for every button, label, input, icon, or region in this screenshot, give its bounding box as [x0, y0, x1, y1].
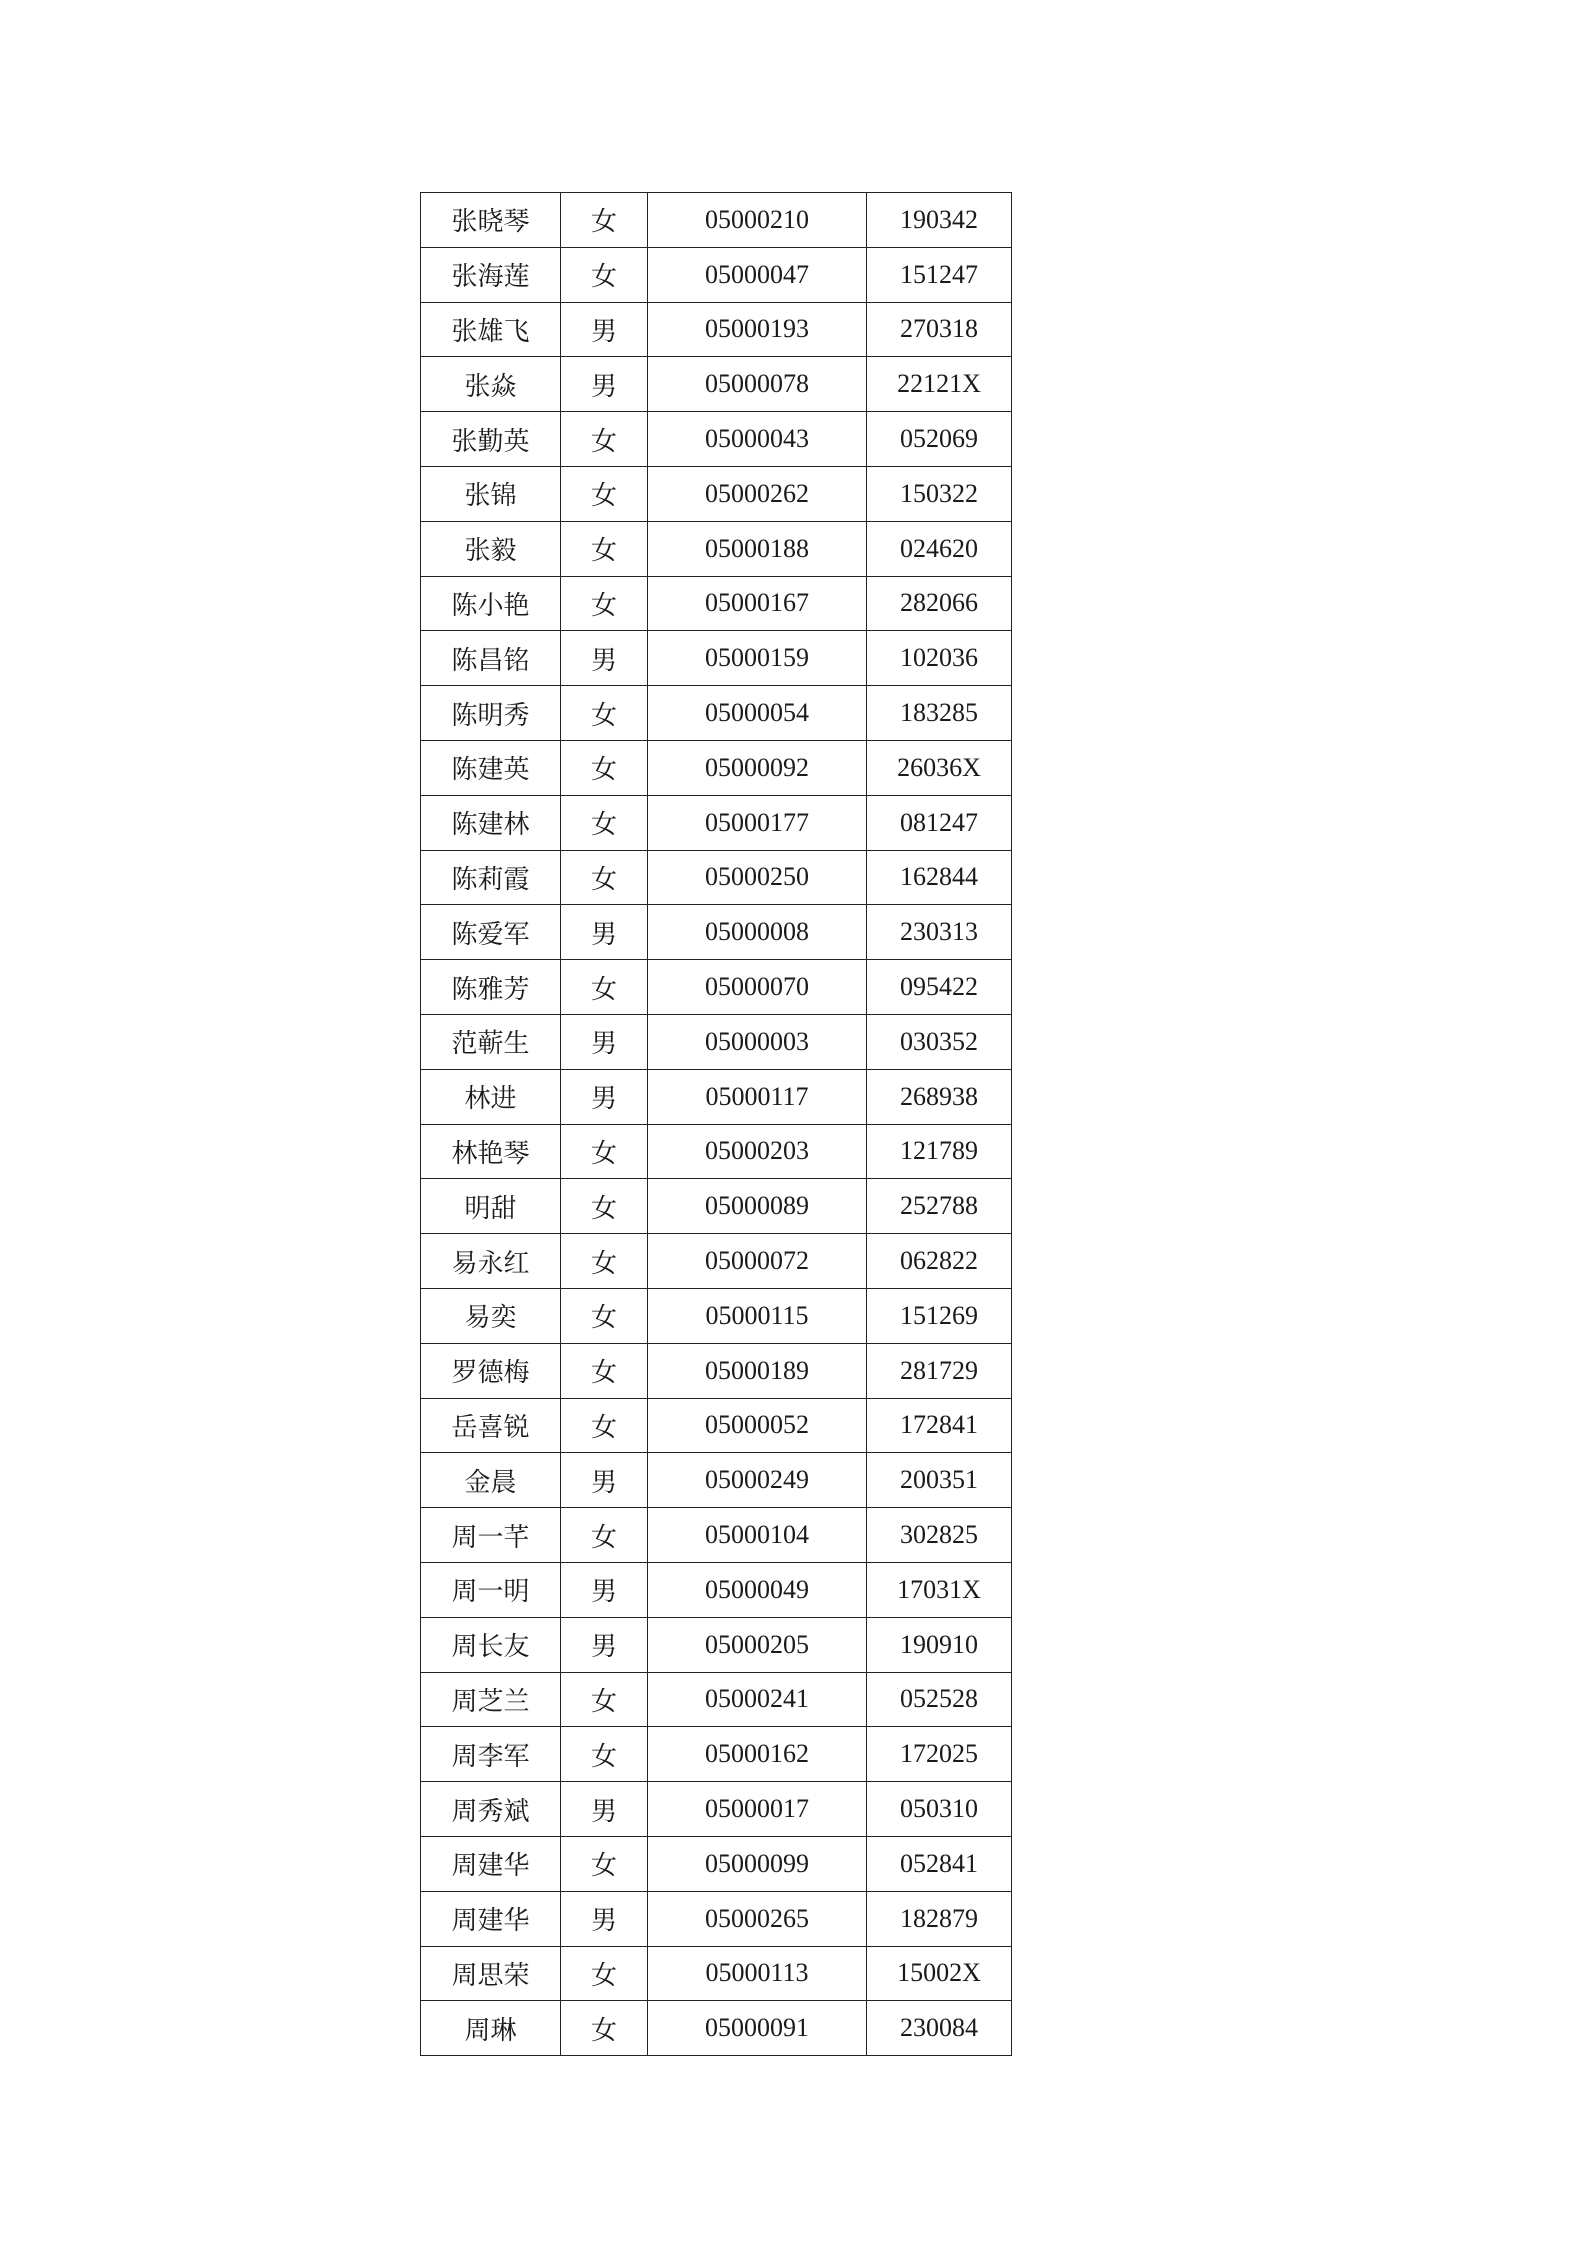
code-cell: 182879 [867, 1891, 1012, 1946]
gender-cell: 男 [561, 1014, 648, 1069]
code-cell: 162844 [867, 850, 1012, 905]
table-row [421, 905, 1012, 960]
name-cell: 张海莲 [421, 247, 561, 302]
code-cell: 17031X [867, 1562, 1012, 1617]
name-cell: 陈建林 [421, 795, 561, 850]
code-cell: 268938 [867, 1069, 1012, 1124]
id-number-cell: 05000017 [648, 1782, 867, 1837]
table-row [421, 1398, 1012, 1453]
code-cell: 151247 [867, 247, 1012, 302]
name-cell: 岳喜锐 [421, 1398, 561, 1453]
gender-cell: 女 [561, 686, 648, 741]
id-number-cell: 05000203 [648, 1124, 867, 1179]
table-row [421, 1508, 1012, 1563]
name-cell: 范蕲生 [421, 1014, 561, 1069]
gender-cell: 男 [561, 357, 648, 412]
gender-cell: 女 [561, 521, 648, 576]
gender-cell: 女 [561, 576, 648, 631]
code-cell: 052841 [867, 1836, 1012, 1891]
gender-cell: 女 [561, 247, 648, 302]
table-row [421, 1069, 1012, 1124]
table-row [421, 686, 1012, 741]
code-cell: 095422 [867, 960, 1012, 1015]
gender-cell: 女 [561, 960, 648, 1015]
name-cell: 罗德梅 [421, 1343, 561, 1398]
code-cell: 22121X [867, 357, 1012, 412]
name-cell: 林进 [421, 1069, 561, 1124]
name-cell: 周琳 [421, 2001, 561, 2056]
code-cell: 270318 [867, 302, 1012, 357]
name-cell: 陈明秀 [421, 686, 561, 741]
id-number-cell: 05000092 [648, 740, 867, 795]
id-number-cell: 05000162 [648, 1727, 867, 1782]
table-row [421, 1453, 1012, 1508]
code-cell: 183285 [867, 686, 1012, 741]
name-cell: 周思荣 [421, 1946, 561, 2001]
table-row [421, 1836, 1012, 1891]
code-cell: 172025 [867, 1727, 1012, 1782]
id-number-cell: 05000193 [648, 302, 867, 357]
id-number-cell: 05000043 [648, 412, 867, 467]
id-number-cell: 05000089 [648, 1179, 867, 1234]
id-number-cell: 05000167 [648, 576, 867, 631]
name-cell: 陈小艳 [421, 576, 561, 631]
table-row [421, 740, 1012, 795]
gender-cell: 女 [561, 740, 648, 795]
gender-cell: 男 [561, 1562, 648, 1617]
table-row [421, 576, 1012, 631]
id-number-cell: 05000091 [648, 2001, 867, 2056]
code-cell: 081247 [867, 795, 1012, 850]
gender-cell: 女 [561, 1398, 648, 1453]
name-cell: 陈莉霞 [421, 850, 561, 905]
name-cell: 张毅 [421, 521, 561, 576]
name-cell: 周芝兰 [421, 1672, 561, 1727]
code-cell: 052069 [867, 412, 1012, 467]
code-cell: 281729 [867, 1343, 1012, 1398]
code-cell: 024620 [867, 521, 1012, 576]
id-number-cell: 05000265 [648, 1891, 867, 1946]
name-cell: 张晓琴 [421, 193, 561, 248]
id-number-cell: 05000159 [648, 631, 867, 686]
gender-cell: 女 [561, 193, 648, 248]
gender-cell: 男 [561, 905, 648, 960]
table-row [421, 631, 1012, 686]
roster-table-body [421, 193, 1012, 2056]
id-number-cell: 05000177 [648, 795, 867, 850]
id-number-cell: 05000113 [648, 1946, 867, 2001]
name-cell: 易奕 [421, 1288, 561, 1343]
code-cell: 230313 [867, 905, 1012, 960]
gender-cell: 女 [561, 1124, 648, 1179]
id-number-cell: 05000205 [648, 1617, 867, 1672]
name-cell: 明甜 [421, 1179, 561, 1234]
name-cell: 陈昌铭 [421, 631, 561, 686]
gender-cell: 女 [561, 2001, 648, 2056]
name-cell: 周长友 [421, 1617, 561, 1672]
id-number-cell: 05000054 [648, 686, 867, 741]
gender-cell: 女 [561, 1727, 648, 1782]
table-row [421, 521, 1012, 576]
id-number-cell: 05000262 [648, 466, 867, 521]
gender-cell: 女 [561, 1672, 648, 1727]
code-cell: 121789 [867, 1124, 1012, 1179]
code-cell: 15002X [867, 1946, 1012, 2001]
code-cell: 282066 [867, 576, 1012, 631]
gender-cell: 女 [561, 850, 648, 905]
gender-cell: 男 [561, 1891, 648, 1946]
id-number-cell: 05000047 [648, 247, 867, 302]
table-row [421, 795, 1012, 850]
gender-cell: 女 [561, 1343, 648, 1398]
table-row [421, 466, 1012, 521]
table-row [421, 2001, 1012, 2056]
code-cell: 200351 [867, 1453, 1012, 1508]
code-cell: 052528 [867, 1672, 1012, 1727]
code-cell: 230084 [867, 2001, 1012, 2056]
id-number-cell: 05000008 [648, 905, 867, 960]
id-number-cell: 05000189 [648, 1343, 867, 1398]
gender-cell: 男 [561, 1453, 648, 1508]
gender-cell: 女 [561, 795, 648, 850]
id-number-cell: 05000210 [648, 193, 867, 248]
code-cell: 252788 [867, 1179, 1012, 1234]
name-cell: 周李军 [421, 1727, 561, 1782]
id-number-cell: 05000070 [648, 960, 867, 1015]
table-row [421, 1946, 1012, 2001]
code-cell: 062822 [867, 1234, 1012, 1289]
name-cell: 周建华 [421, 1836, 561, 1891]
table-row [421, 1617, 1012, 1672]
id-number-cell: 05000241 [648, 1672, 867, 1727]
gender-cell: 女 [561, 1836, 648, 1891]
id-number-cell: 05000117 [648, 1069, 867, 1124]
code-cell: 151269 [867, 1288, 1012, 1343]
code-cell: 030352 [867, 1014, 1012, 1069]
code-cell: 050310 [867, 1782, 1012, 1837]
table-row [421, 412, 1012, 467]
table-row [421, 1562, 1012, 1617]
id-number-cell: 05000250 [648, 850, 867, 905]
code-cell: 150322 [867, 466, 1012, 521]
table-row [421, 1891, 1012, 1946]
code-cell: 102036 [867, 631, 1012, 686]
table-row [421, 247, 1012, 302]
gender-cell: 女 [561, 412, 648, 467]
gender-cell: 女 [561, 1508, 648, 1563]
gender-cell: 女 [561, 466, 648, 521]
gender-cell: 男 [561, 631, 648, 686]
name-cell: 周建华 [421, 1891, 561, 1946]
id-number-cell: 05000099 [648, 1836, 867, 1891]
id-number-cell: 05000249 [648, 1453, 867, 1508]
table-row [421, 1288, 1012, 1343]
name-cell: 陈爱军 [421, 905, 561, 960]
name-cell: 周一芊 [421, 1508, 561, 1563]
id-number-cell: 05000115 [648, 1288, 867, 1343]
table-row [421, 1672, 1012, 1727]
name-cell: 张焱 [421, 357, 561, 412]
table-row [421, 1014, 1012, 1069]
name-cell: 金晨 [421, 1453, 561, 1508]
gender-cell: 男 [561, 1617, 648, 1672]
id-number-cell: 05000052 [648, 1398, 867, 1453]
id-number-cell: 05000188 [648, 521, 867, 576]
name-cell: 周一明 [421, 1562, 561, 1617]
table-row [421, 1343, 1012, 1398]
code-cell: 190910 [867, 1617, 1012, 1672]
gender-cell: 男 [561, 302, 648, 357]
name-cell: 张勤英 [421, 412, 561, 467]
code-cell: 172841 [867, 1398, 1012, 1453]
gender-cell: 男 [561, 1069, 648, 1124]
id-number-cell: 05000072 [648, 1234, 867, 1289]
id-number-cell: 05000003 [648, 1014, 867, 1069]
id-number-cell: 05000078 [648, 357, 867, 412]
code-cell: 26036X [867, 740, 1012, 795]
table-row [421, 302, 1012, 357]
table-row [421, 1179, 1012, 1234]
gender-cell: 男 [561, 1782, 648, 1837]
table-row [421, 357, 1012, 412]
table-row [421, 1727, 1012, 1782]
table-row [421, 1782, 1012, 1837]
id-number-cell: 05000104 [648, 1508, 867, 1563]
code-cell: 302825 [867, 1508, 1012, 1563]
table-row [421, 1124, 1012, 1179]
name-cell: 周秀斌 [421, 1782, 561, 1837]
roster-table [420, 192, 1012, 2056]
table-row [421, 960, 1012, 1015]
id-number-cell: 05000049 [648, 1562, 867, 1617]
name-cell: 林艳琴 [421, 1124, 561, 1179]
gender-cell: 女 [561, 1234, 648, 1289]
gender-cell: 女 [561, 1288, 648, 1343]
table-row [421, 193, 1012, 248]
gender-cell: 女 [561, 1946, 648, 2001]
name-cell: 易永红 [421, 1234, 561, 1289]
name-cell: 张锦 [421, 466, 561, 521]
name-cell: 张雄飞 [421, 302, 561, 357]
gender-cell: 女 [561, 1179, 648, 1234]
name-cell: 陈建英 [421, 740, 561, 795]
table-row [421, 1234, 1012, 1289]
name-cell: 陈雅芳 [421, 960, 561, 1015]
table-row [421, 850, 1012, 905]
code-cell: 190342 [867, 193, 1012, 248]
